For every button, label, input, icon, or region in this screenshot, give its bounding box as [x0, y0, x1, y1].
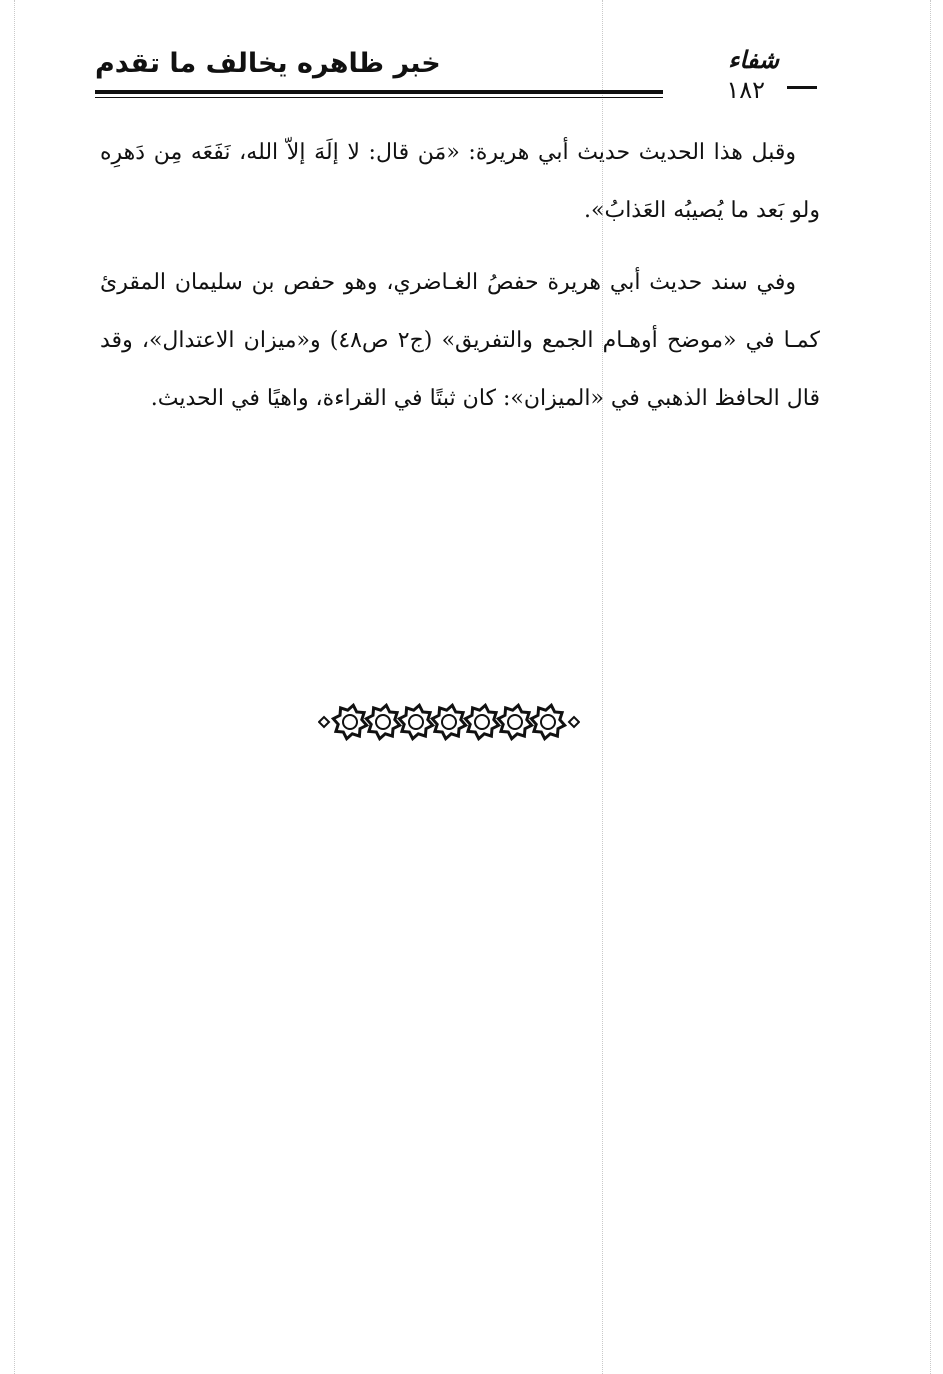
- ornament-end-diamond: [319, 717, 329, 727]
- ornament-star-center: [376, 715, 390, 729]
- ornament-star-center: [442, 715, 456, 729]
- ornament-star: [531, 705, 564, 738]
- ornament-star-center: [475, 715, 489, 729]
- paragraph: وفي سند حديث أبي هريرة حفصُ الغـاضري، وهو حفص بن سليمان المقرئ كمـا في «موضح أوهـام الجمع والتفريق» (ج٢ ص٤٨) و«ميزان الاعتدال»، وقد قال الحافظ الذهبي في «الميزان»: كان ثبتًا في القراءة، واهيًا في الحديث.: [100, 270, 820, 411]
- main-text: [100, 124, 820, 442]
- chapter-title: خبر ظاهره يخالف ما تقدم: [95, 48, 441, 79]
- scan-edge-dots-left: [14, 0, 15, 1374]
- scan-edge-dots-right: [930, 0, 931, 1374]
- ornament-star: [399, 705, 432, 738]
- page-number: ١٨٢: [726, 76, 765, 104]
- ornament-star: [333, 705, 366, 738]
- logo-dash: [787, 86, 817, 89]
- ornament-star-center: [343, 715, 357, 729]
- header-rule-thin: [95, 97, 663, 98]
- star-chain-ornament-icon: [318, 702, 580, 742]
- ornament-star: [432, 705, 465, 738]
- header-rule-thick: [95, 90, 663, 94]
- paragraph: وقبل هذا الحديث حديث أبي هريرة: «مَن قال: لا إلَهَ إلاّ الله، نَفَعَه مِن دَهرِه ولو بَعد ما يُصيبُه العَذابُ».: [100, 140, 820, 223]
- ornament-star-center: [409, 715, 423, 729]
- ornament-star: [465, 705, 498, 738]
- book-logo: شفاء: [728, 46, 779, 74]
- ornament-star-center: [541, 715, 555, 729]
- ornament-end-diamond: [569, 717, 579, 727]
- ornament-star-center: [508, 715, 522, 729]
- running-header: [95, 40, 817, 118]
- ornament-star: [498, 705, 531, 738]
- ornament-star: [366, 705, 399, 738]
